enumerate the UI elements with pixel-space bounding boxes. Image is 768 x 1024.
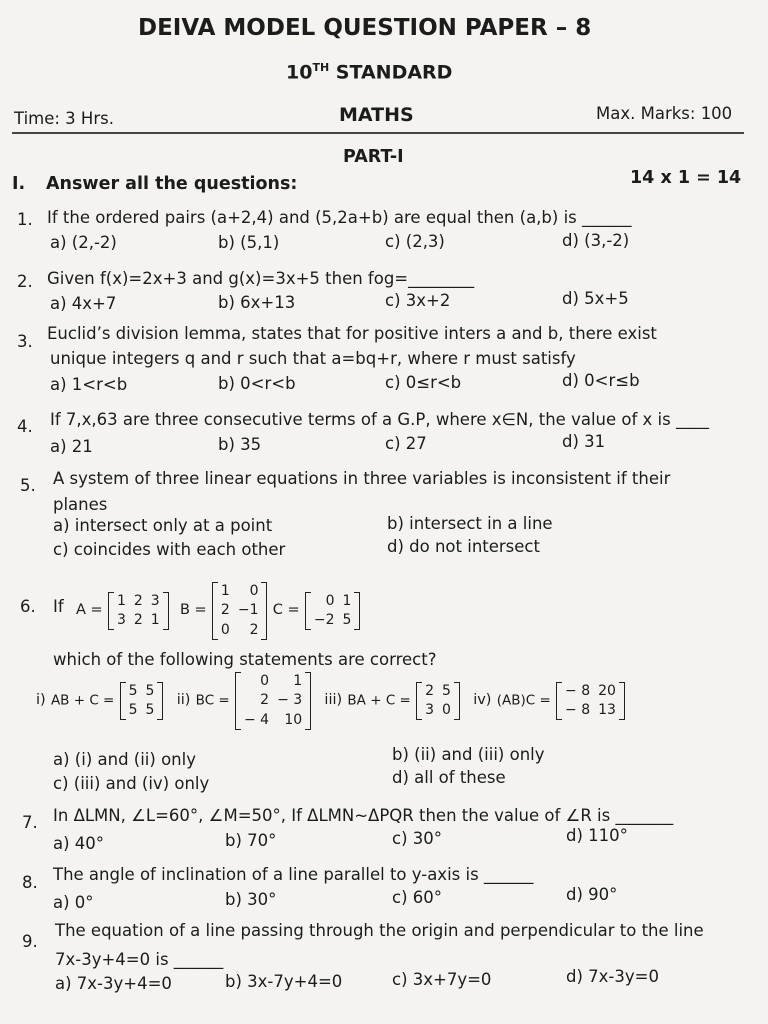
option-b: b) 0<r<b bbox=[218, 374, 296, 393]
matrix-cell: 2 bbox=[220, 602, 230, 619]
matrix-cell: 1 bbox=[293, 673, 303, 689]
option-a: a) intersect only at a point bbox=[53, 516, 273, 535]
matrix-cell: 1 bbox=[116, 592, 126, 609]
option-c: c) 27 bbox=[385, 434, 427, 453]
question-text-continued: planes bbox=[53, 495, 108, 514]
matrix-cell: − 8 bbox=[565, 682, 591, 699]
matrix-cell: 0 bbox=[249, 583, 259, 599]
option-a: a) 0° bbox=[53, 893, 94, 912]
statement-ii-matrix bbox=[235, 672, 311, 730]
section-number: I. bbox=[12, 174, 26, 194]
question-text: If 7,x,63 are three consecutive terms of a G.P, where x∈N, the value of x is ____ bbox=[50, 410, 709, 429]
matrix-cell: −1 bbox=[237, 602, 259, 619]
option-a: a) 21 bbox=[50, 437, 93, 456]
matrix-cell: 13 bbox=[598, 702, 616, 719]
option-b: b) 6x+13 bbox=[218, 293, 296, 312]
option-d: d) 7x-3y=0 bbox=[566, 967, 659, 986]
matrix-a-label: A = bbox=[76, 602, 103, 619]
option-c: c) 60° bbox=[392, 888, 442, 907]
option-d: d) 90° bbox=[566, 885, 618, 904]
option-c: c) coincides with each other bbox=[53, 540, 286, 559]
option-b: b) (ii) and (iii) only bbox=[392, 745, 545, 764]
matrix-cell: 1 bbox=[342, 592, 352, 609]
matrix-cell: 10 bbox=[284, 711, 303, 728]
time-label: Time: 3 Hrs. bbox=[14, 109, 114, 128]
subject-label: MATHS bbox=[339, 104, 414, 126]
statement-iii-num: iii) bbox=[324, 692, 343, 709]
option-d: d) 31 bbox=[562, 432, 606, 451]
question-number: 5. bbox=[20, 476, 36, 495]
option-d: d) (3,-2) bbox=[562, 231, 630, 250]
matrix-cell: − 3 bbox=[277, 692, 303, 709]
option-c: c) 0≤r<b bbox=[385, 373, 462, 392]
section-marks: 14 x 1 = 14 bbox=[630, 168, 742, 188]
matrix-cell: 0 bbox=[220, 621, 230, 638]
matrix-c bbox=[305, 592, 361, 631]
question-text: Given f(x)=2x+3 and g(x)=3x+5 then fog=________ bbox=[47, 269, 475, 288]
question-number: 8. bbox=[22, 873, 38, 892]
statement-i-num: i) bbox=[36, 692, 46, 709]
option-b: b) 35 bbox=[218, 435, 262, 454]
question-text: In ΔLMN, ∠L=60°, ∠M=50°, If ΔLMN~ΔPQR then the value of ∠R is _______ bbox=[53, 806, 674, 825]
question-text: which of the following statements are correct? bbox=[53, 650, 437, 669]
matrix-cell: 1 bbox=[150, 612, 160, 629]
standard-num: 10 bbox=[286, 61, 313, 84]
matrix-cell: 2 bbox=[133, 592, 143, 609]
header-divider bbox=[12, 132, 744, 134]
option-c: c) 30° bbox=[392, 829, 442, 848]
matrix-cell: 2 bbox=[260, 692, 270, 709]
matrix-cell: 0 bbox=[325, 592, 335, 609]
option-b: b) 30° bbox=[225, 890, 277, 909]
part-title: PART-I bbox=[343, 147, 404, 167]
option-c: c) 3x+7y=0 bbox=[392, 970, 492, 989]
statement-ii-eq: BC = bbox=[195, 692, 230, 709]
matrix-cell: 20 bbox=[598, 682, 616, 699]
option-a: a) 4x+7 bbox=[50, 294, 117, 313]
matrix-a bbox=[108, 592, 169, 631]
max-marks-label: Max. Marks: 100 bbox=[596, 104, 733, 123]
statement-ii-num: ii) bbox=[176, 692, 191, 709]
matrix-cell: − 8 bbox=[565, 702, 591, 719]
option-b: b) 70° bbox=[225, 831, 277, 850]
question-number: 9. bbox=[22, 932, 38, 951]
option-c: c) (iii) and (iv) only bbox=[53, 774, 210, 793]
matrix-cell: 1 bbox=[220, 583, 230, 599]
matrix-cell: 3 bbox=[425, 702, 435, 719]
question-text: The angle of inclination of a line parallel to y-axis is ______ bbox=[53, 865, 534, 884]
option-b: b) 3x-7y+4=0 bbox=[225, 972, 343, 991]
question-text: A system of three linear equations in three variables is inconsistent if their bbox=[53, 469, 671, 488]
statement-iv-matrix bbox=[556, 682, 625, 721]
matrix-cell: 5 bbox=[128, 702, 138, 719]
standard-sup: TH bbox=[312, 61, 330, 74]
option-a: a) 7x-3y+4=0 bbox=[55, 974, 172, 993]
question-text: Euclid’s division lemma, states that for positive inters a and b, there exist bbox=[47, 324, 657, 343]
statement-i-matrix bbox=[120, 682, 164, 721]
matrix-cell: 5 bbox=[128, 682, 138, 699]
standard-heading bbox=[286, 62, 452, 83]
question-number: 7. bbox=[22, 813, 38, 832]
option-d: d) 0<r≤b bbox=[562, 371, 640, 390]
section-instruction: Answer all the questions: bbox=[46, 174, 298, 194]
matrix-definitions bbox=[76, 582, 360, 640]
question-text-continued: 7x-3y+4=0 is ______ bbox=[55, 950, 224, 969]
statement-iii-matrix bbox=[416, 682, 460, 721]
matrix-cell: 2 bbox=[133, 612, 143, 629]
matrix-cell: 5 bbox=[442, 682, 451, 699]
matrix-cell: 5 bbox=[145, 682, 155, 699]
option-b: b) intersect in a line bbox=[387, 514, 553, 533]
question-number: 1. bbox=[17, 210, 33, 229]
statement-iii-eq: BA + C = bbox=[347, 692, 411, 709]
question-number: 3. bbox=[17, 332, 33, 351]
option-a: a) 1<r<b bbox=[50, 375, 128, 394]
matrix-b-label: B = bbox=[179, 602, 207, 619]
matrix-cell: 3 bbox=[150, 592, 160, 609]
statement-i-eq: AB + C = bbox=[50, 692, 115, 709]
statements-row bbox=[36, 672, 625, 730]
option-b: b) (5,1) bbox=[218, 233, 280, 252]
matrix-cell: 3 bbox=[116, 612, 126, 629]
matrix-cell: −2 bbox=[313, 612, 335, 629]
standard-word: STANDARD bbox=[335, 61, 453, 84]
matrix-c-label: C = bbox=[272, 602, 300, 619]
matrix-cell: 5 bbox=[342, 612, 352, 629]
statement-iv-eq: (AB)C = bbox=[496, 692, 551, 709]
question-number: 6. bbox=[20, 597, 36, 616]
paper-title: DEIVA MODEL QUESTION PAPER – 8 bbox=[138, 15, 592, 41]
option-a: a) (2,-2) bbox=[50, 233, 117, 252]
option-d: d) do not intersect bbox=[387, 537, 540, 556]
option-c: c) (2,3) bbox=[385, 232, 445, 251]
question-if: If bbox=[53, 597, 64, 616]
question-text: The equation of a line passing through the origin and perpendicular to the line bbox=[55, 921, 704, 940]
option-d: d) 110° bbox=[566, 826, 628, 845]
question-number: 4. bbox=[17, 417, 33, 436]
question-text: If the ordered pairs (a+2,4) and (5,2a+b) are equal then (a,b) is ______ bbox=[47, 208, 632, 227]
statement-iv-num: iv) bbox=[473, 692, 492, 709]
matrix-cell: 2 bbox=[249, 621, 259, 638]
matrix-cell: 5 bbox=[145, 702, 155, 719]
matrix-cell: 0 bbox=[260, 673, 270, 689]
matrix-cell: − 4 bbox=[243, 711, 270, 728]
matrix-b bbox=[212, 582, 268, 640]
matrix-cell: 2 bbox=[425, 682, 435, 699]
question-text-continued: unique integers q and r such that a=bq+r, where r must satisfy bbox=[50, 349, 576, 368]
matrix-cell: 0 bbox=[442, 702, 451, 719]
option-d: d) 5x+5 bbox=[562, 289, 629, 308]
option-a: a) (i) and (ii) only bbox=[53, 750, 196, 769]
option-a: a) 40° bbox=[53, 834, 105, 853]
option-d: d) all of these bbox=[392, 768, 506, 787]
option-c: c) 3x+2 bbox=[385, 291, 451, 310]
question-number: 2. bbox=[17, 272, 33, 291]
